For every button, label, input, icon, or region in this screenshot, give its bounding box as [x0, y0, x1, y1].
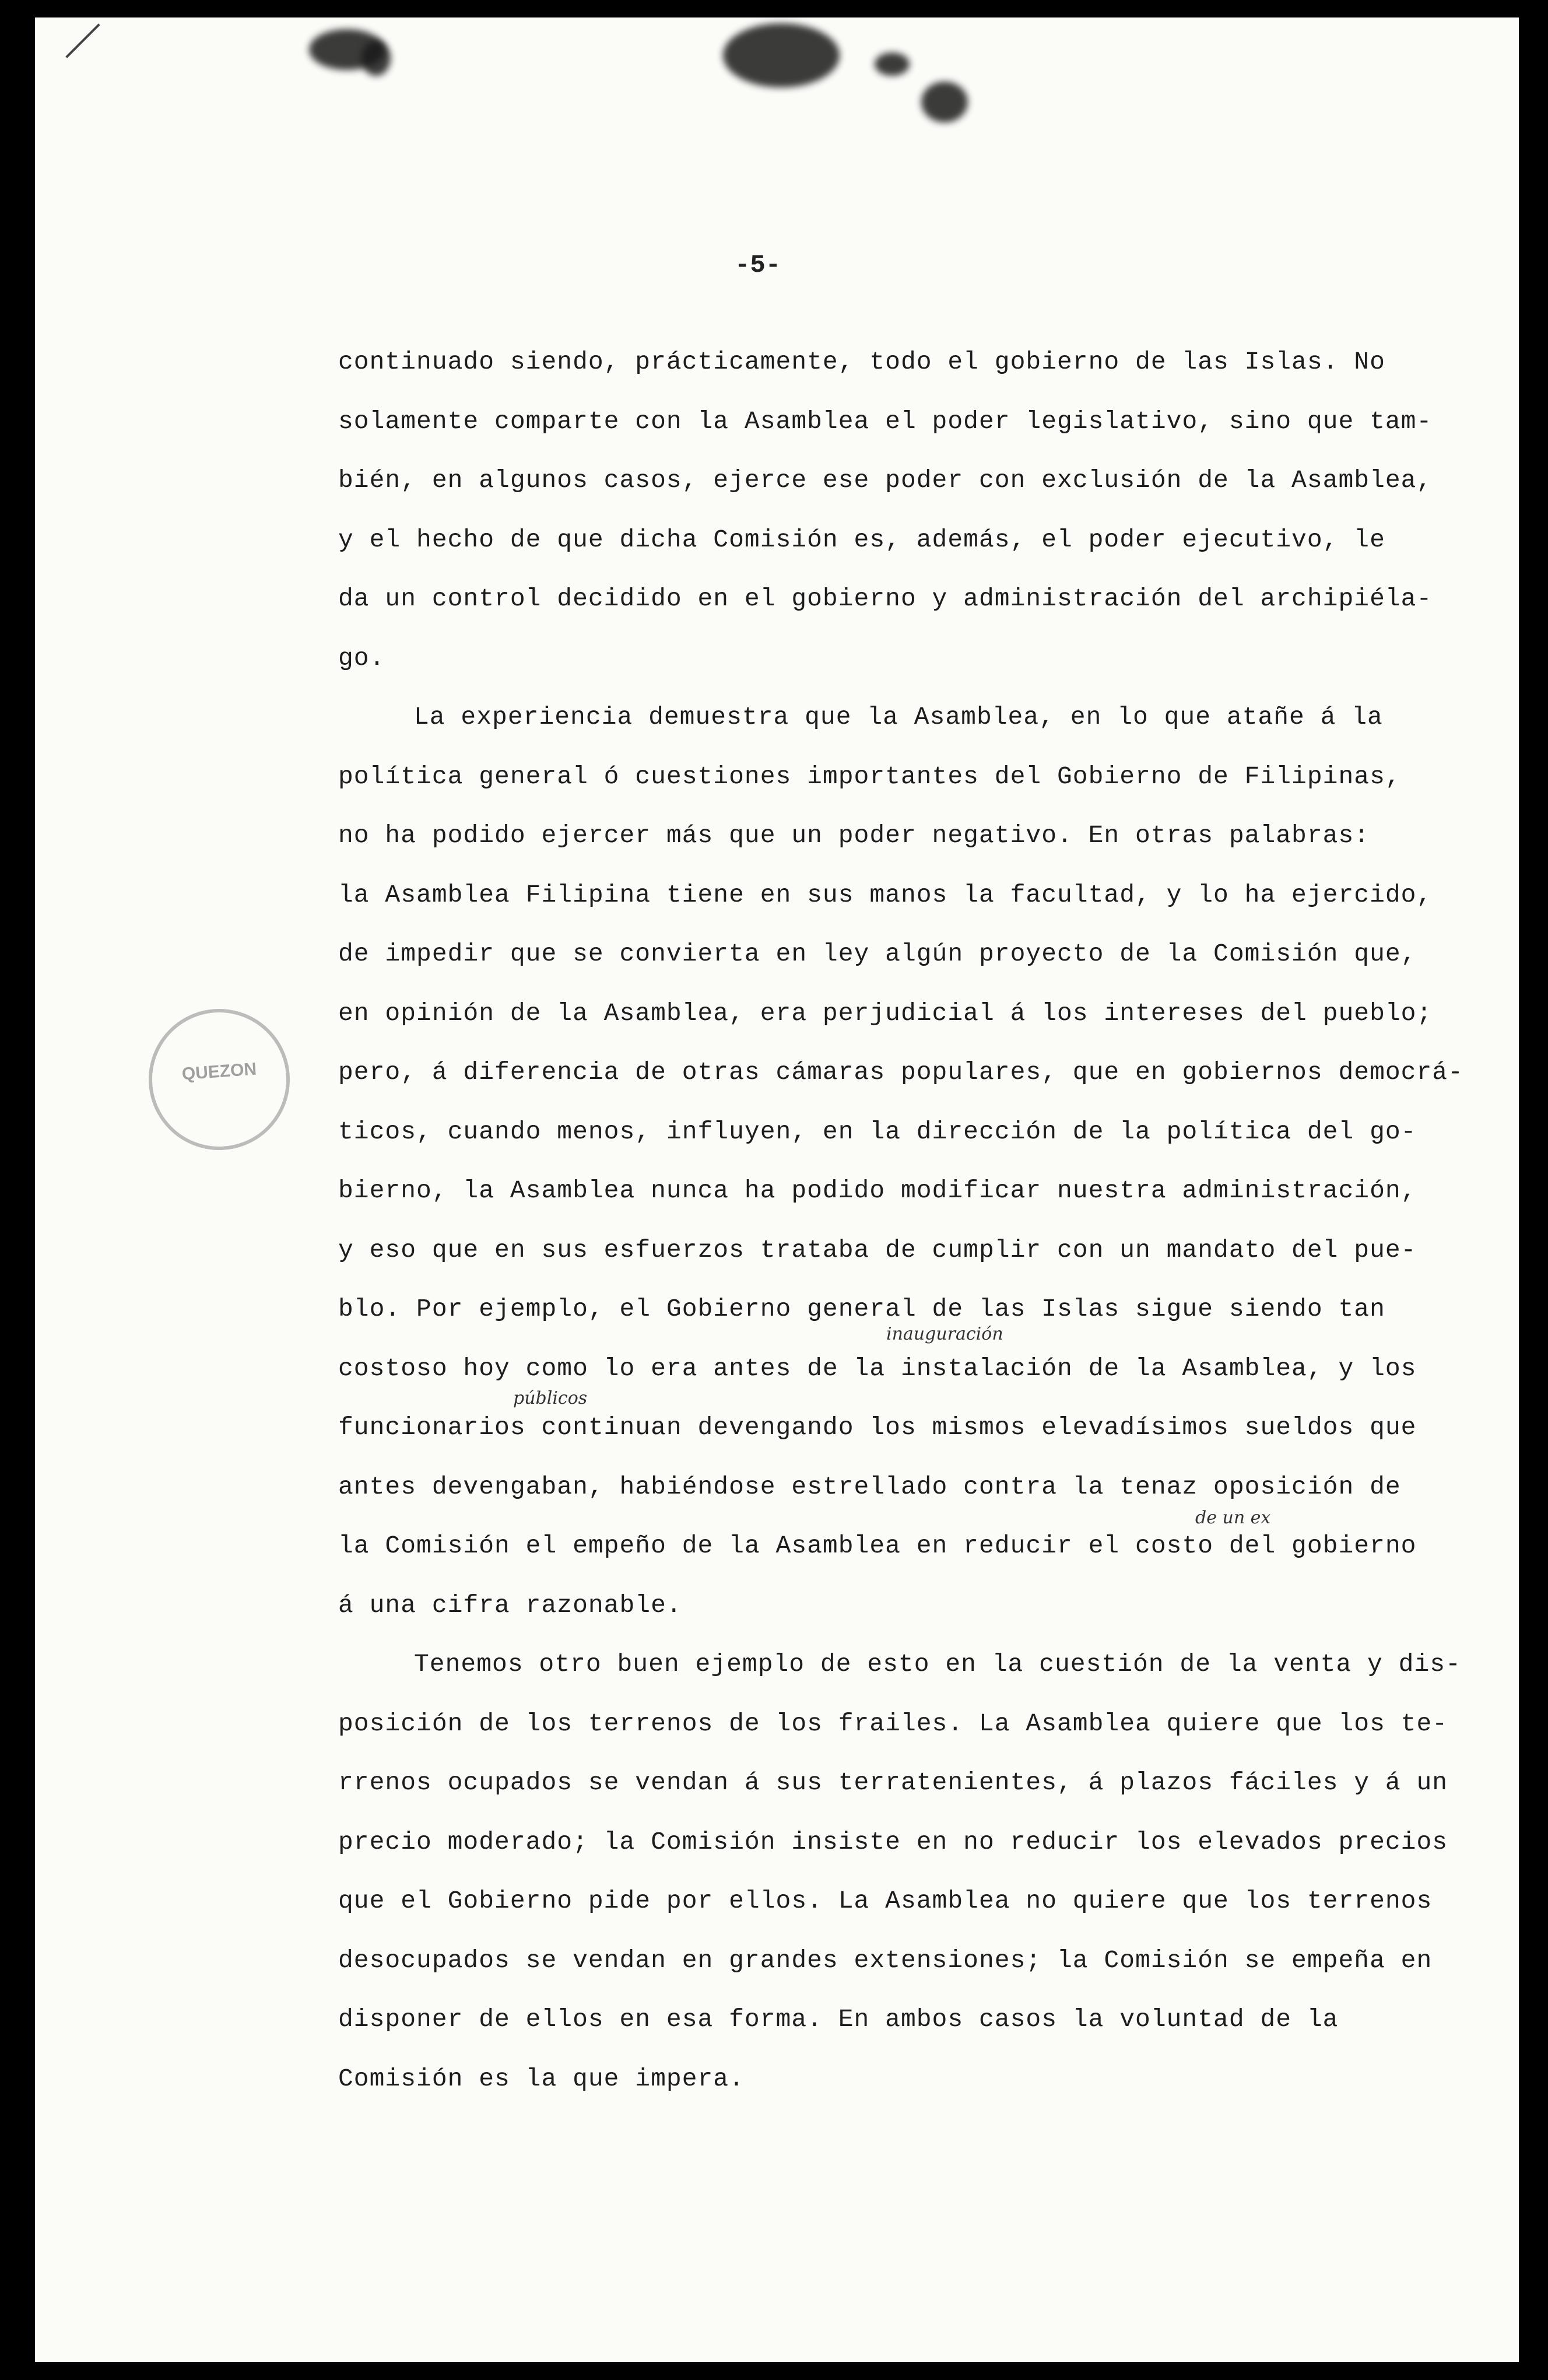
text-line: posición de los terrenos de los frailes. La Asamblea quiere que los te-: [338, 1709, 1448, 1738]
scan-smudge: [921, 82, 968, 122]
text-line: pero, á diferencia de otras cámaras populares, que en gobiernos democrá-: [338, 1058, 1463, 1086]
text-line: política general ó cuestiones importantes del Gobierno de Filipinas,: [338, 762, 1401, 791]
text-line: La experiencia demuestra que la Asamblea, en lo que atañe á la: [414, 703, 1383, 731]
text-line: y eso que en sus esfuerzos trataba de cumplir con un mandato del pue-: [338, 1235, 1417, 1264]
text-line: solamente comparte con la Asamblea el poder legislativo, sino que tam-: [338, 406, 1433, 436]
document-page: [35, 17, 1519, 2362]
text-line: bierno, la Asamblea nunca ha podido modificar nuestra administración,: [338, 1176, 1417, 1205]
handwritten-annotation: de un ex: [1195, 1508, 1271, 1528]
handwritten-annotation: inauguración: [886, 1324, 1003, 1344]
text-line: blo. Por ejemplo, el Gobierno general de las Islas sigue siendo tan: [338, 1295, 1385, 1323]
archive-stamp: [149, 1009, 290, 1150]
text-line: continuado siendo, prácticamente, todo el gobierno de las Islas. No: [338, 348, 1385, 376]
text-line: la Comisión el empeño de la Asamblea en reducir el costo del gobierno: [338, 1531, 1417, 1560]
text-line: la Asamblea Filipina tiene en sus manos la facultad, y lo ha ejercido,: [338, 880, 1433, 909]
stamp-text: QUEZON: [181, 1059, 258, 1084]
text-line: Comisión es la que impera.: [338, 2064, 745, 2093]
diagonal-edge-mark: [65, 23, 100, 58]
text-line: bién, en algunos casos, ejerce ese poder con exclusión de la Asamblea,: [338, 466, 1433, 495]
text-line: de impedir que se convierta en ley algún proyecto de la Comisión que,: [338, 940, 1417, 968]
text-line: que el Gobierno pide por ellos. La Asamblea no quiere que los terrenos: [338, 1887, 1433, 1915]
scan-smudge: [875, 52, 910, 76]
text-line: antes devengaban, habiéndose estrellado contra la tenaz oposición de: [338, 1472, 1401, 1501]
body-text: [338, 332, 1463, 2108]
text-line: funcionarios continuan devengando los mismos elevadísimos sueldos que: [338, 1413, 1417, 1442]
handwritten-annotation: públicos: [513, 1388, 588, 1408]
text-line: en opinión de la Asamblea, era perjudicial á los intereses del pueblo;: [338, 998, 1433, 1028]
scan-smudge: [723, 23, 840, 87]
scan-smudge: [361, 41, 391, 76]
page-number: -5-: [735, 251, 781, 280]
text-line: costoso hoy como lo era antes de la instalación de la Asamblea, y los: [338, 1354, 1417, 1383]
text-line: no ha podido ejercer más que un poder negativo. En otras palabras:: [338, 821, 1370, 850]
text-line: desocupados se vendan en grandes extensiones; la Comisión se empeña en: [338, 1946, 1433, 1975]
text-line: á una cifra razonable.: [338, 1590, 682, 1620]
text-line: precio moderado; la Comisión insiste en no reducir los elevados precios: [338, 1827, 1448, 1856]
text-line: go.: [338, 643, 385, 672]
text-line: disponer de ellos en esa forma. En ambos casos la voluntad de la: [338, 2005, 1339, 2034]
text-line: ticos, cuando menos, influyen, en la dirección de la política del go-: [338, 1117, 1417, 1146]
text-line: y el hecho de que dicha Comisión es, además, el poder ejecutivo, le: [338, 525, 1385, 554]
text-line: da un control decidido en el gobierno y administración del archipiéla-: [338, 584, 1433, 613]
text-line: Tenemos otro buen ejemplo de esto en la cuestión de la venta y dis-: [414, 1650, 1461, 1678]
text-line: rrenos ocupados se vendan á sus terratenientes, á plazos fáciles y á un: [338, 1768, 1448, 1797]
